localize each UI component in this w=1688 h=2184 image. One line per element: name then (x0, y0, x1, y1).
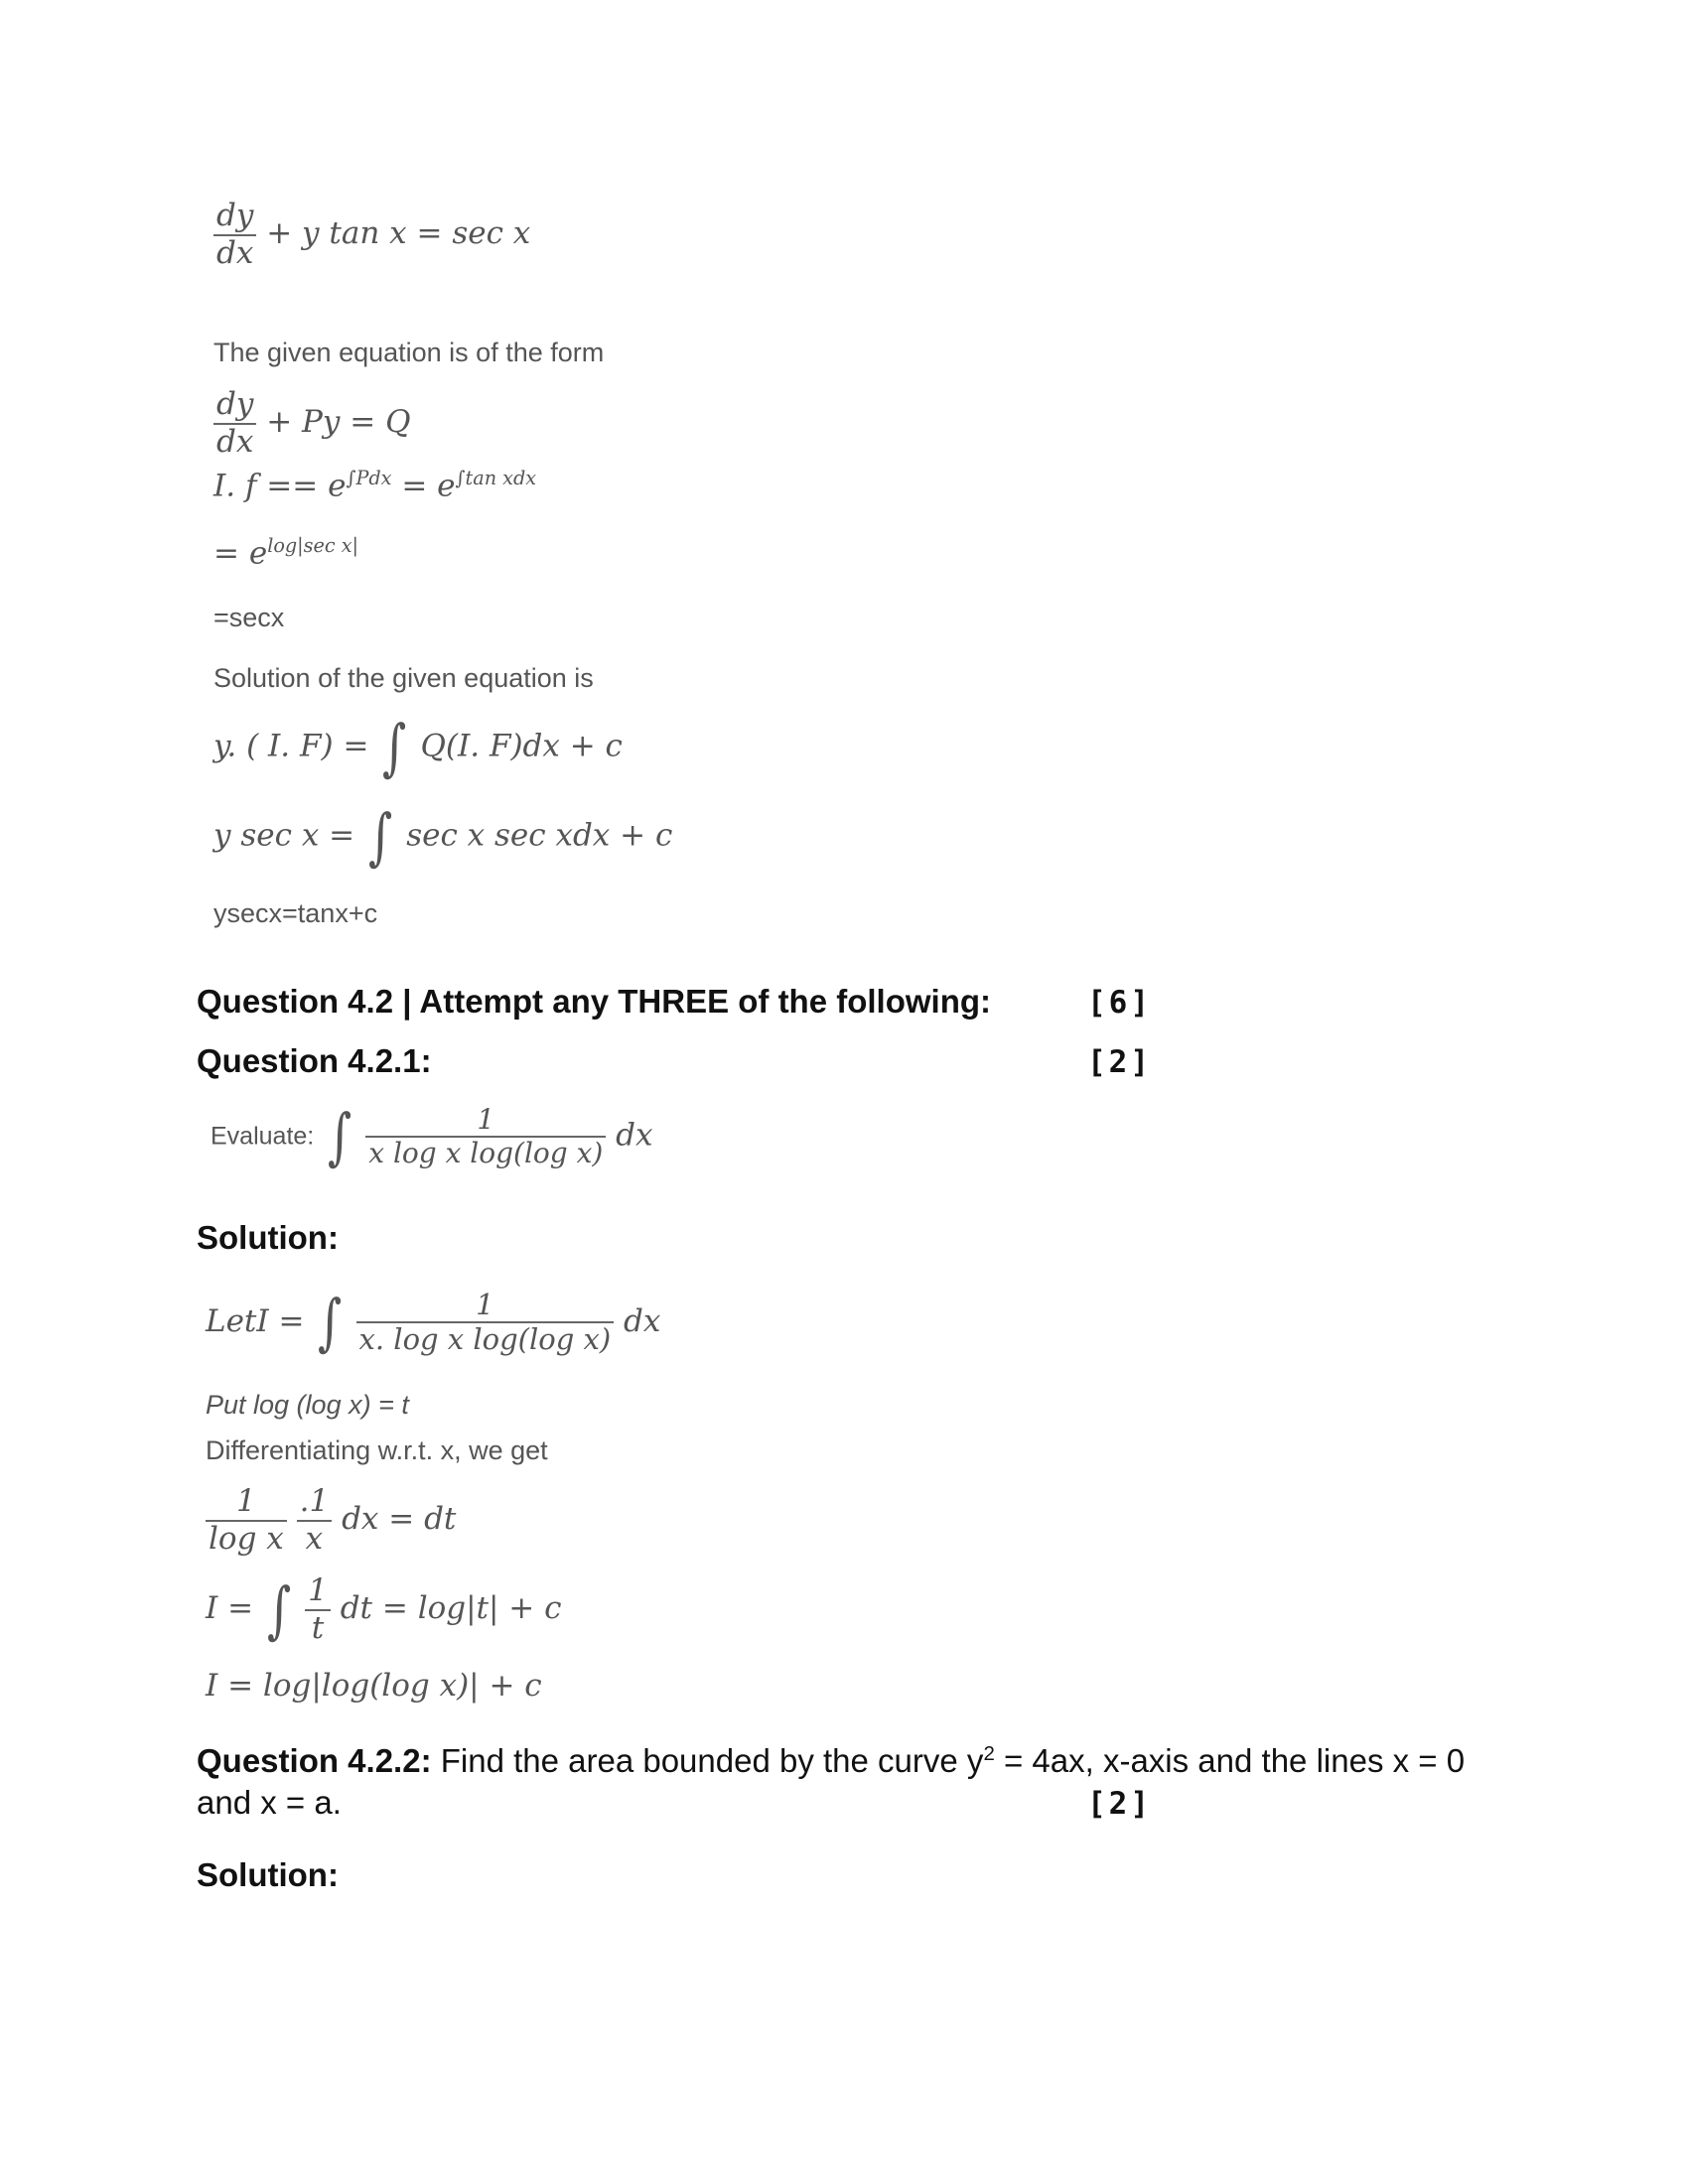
exp-exponent: log|sec x| (267, 534, 359, 557)
fraction-denominator: dx (213, 234, 256, 272)
fraction-denominator: dx (213, 423, 256, 461)
fraction-numerator: dy (216, 198, 254, 233)
integral-symbol: ∫ (328, 1100, 352, 1173)
fraction-denominator: x (297, 1520, 333, 1558)
let-lhs: LetI = (206, 1302, 305, 1339)
question-4-2-marks: [6] (1087, 985, 1152, 1021)
integrand-fraction (365, 1104, 606, 1169)
differential-dx: dx (624, 1302, 661, 1339)
equation-general-solution (213, 711, 623, 783)
fraction-denominator: t (305, 1609, 331, 1647)
secx-result-text: =secx (213, 603, 285, 632)
fraction-dy-dx (213, 387, 256, 460)
equation-sec-integral (213, 800, 673, 873)
fraction-numerator: 1 (477, 1103, 495, 1136)
solution-label: Solution: (197, 1219, 339, 1256)
exp-lhs: = e (213, 535, 268, 572)
integral-in-t (206, 1573, 562, 1646)
fraction-1-over-x (297, 1484, 333, 1557)
integral-symbol: ∫ (266, 1572, 292, 1646)
question-4-2-2-marks: [2] (1087, 1786, 1152, 1822)
if-exponent-1: ∫Pdx (346, 467, 392, 489)
equation-rest: + y tan x = sec x (266, 215, 531, 252)
question-4-2-2-line2: and x = a. (197, 1784, 342, 1821)
question-4-2-2-line1 (197, 1742, 1465, 1780)
fraction-dy-dx (213, 199, 256, 271)
question-4-2-1-heading: Question 4.2.1: (197, 1042, 432, 1079)
solution-intro-text: Solution of the given equation is (213, 663, 594, 693)
question-superscript: 2 (983, 1742, 995, 1765)
si-rhs: sec x sec xdx + c (406, 817, 673, 854)
question-4-2-2-heading: Question 4.2.2: (197, 1742, 432, 1779)
equation-exponent-log (213, 534, 358, 571)
integral-symbol: ∫ (318, 1286, 343, 1359)
let-fraction (356, 1289, 615, 1357)
differential-equation (206, 1484, 456, 1557)
fraction-1-over-logx (206, 1484, 287, 1557)
i-lhs: I = (206, 1590, 254, 1627)
fraction-numerator: 1 (308, 1572, 328, 1608)
if-exponent-2: ∫tan xdx (455, 467, 537, 489)
fraction-numerator: .1 (299, 1483, 330, 1519)
final-answer-text: ysecx=tanx+c (213, 898, 378, 928)
integral-symbol: ∫ (382, 711, 407, 783)
differentiating-text: Differentiating w.r.t. x, we get (206, 1435, 548, 1465)
fraction-numerator: 1 (476, 1288, 494, 1321)
form-intro-text: The given equation is of the form (213, 338, 605, 367)
evaluate-integral (211, 1100, 653, 1173)
fraction-denominator: x. log x log(log x) (356, 1321, 615, 1356)
differential-dx: dx (616, 1117, 653, 1154)
equation-linear-form (213, 387, 411, 460)
question-text-a: Find the area bounded by the curve y (431, 1742, 984, 1779)
i-rest: dt = log|t| + c (340, 1590, 562, 1627)
let-integral (206, 1286, 661, 1359)
equation-differential (213, 199, 530, 271)
fraction-numerator: 1 (236, 1483, 256, 1519)
differential-rest: dx = dt (342, 1501, 457, 1538)
si-lhs: y sec x = (213, 817, 355, 854)
fraction-1-over-t (305, 1573, 331, 1646)
fraction-denominator: x log x log(log x) (365, 1136, 606, 1169)
equation-integrating-factor (213, 467, 536, 503)
fraction-denominator: log x (206, 1520, 287, 1558)
equation-rest: + Py = Q (266, 404, 411, 441)
gs-lhs: y. ( I. F) = (213, 728, 369, 764)
question-4-2-heading: Question 4.2 | Attempt any THREE of the following: (197, 983, 992, 1020)
gs-rhs: Q(I. F)dx + c (420, 728, 623, 764)
evaluate-label: Evaluate: (211, 1122, 315, 1151)
integral-symbol: ∫ (368, 800, 393, 873)
final-integral-answer: I = log|log(log x)| + c (206, 1668, 542, 1704)
question-4-2-1-marks: [2] (1087, 1044, 1152, 1080)
if-mid: = e (391, 468, 456, 504)
fraction-numerator: dy (216, 386, 254, 422)
if-lhs: I. f == e (213, 468, 347, 504)
substitution-text: Put log (log x) = t (206, 1390, 409, 1420)
question-text-b: = 4ax, x-axis and the lines x = 0 (994, 1742, 1466, 1779)
solution-label-4-2-2: Solution: (197, 1856, 339, 1893)
